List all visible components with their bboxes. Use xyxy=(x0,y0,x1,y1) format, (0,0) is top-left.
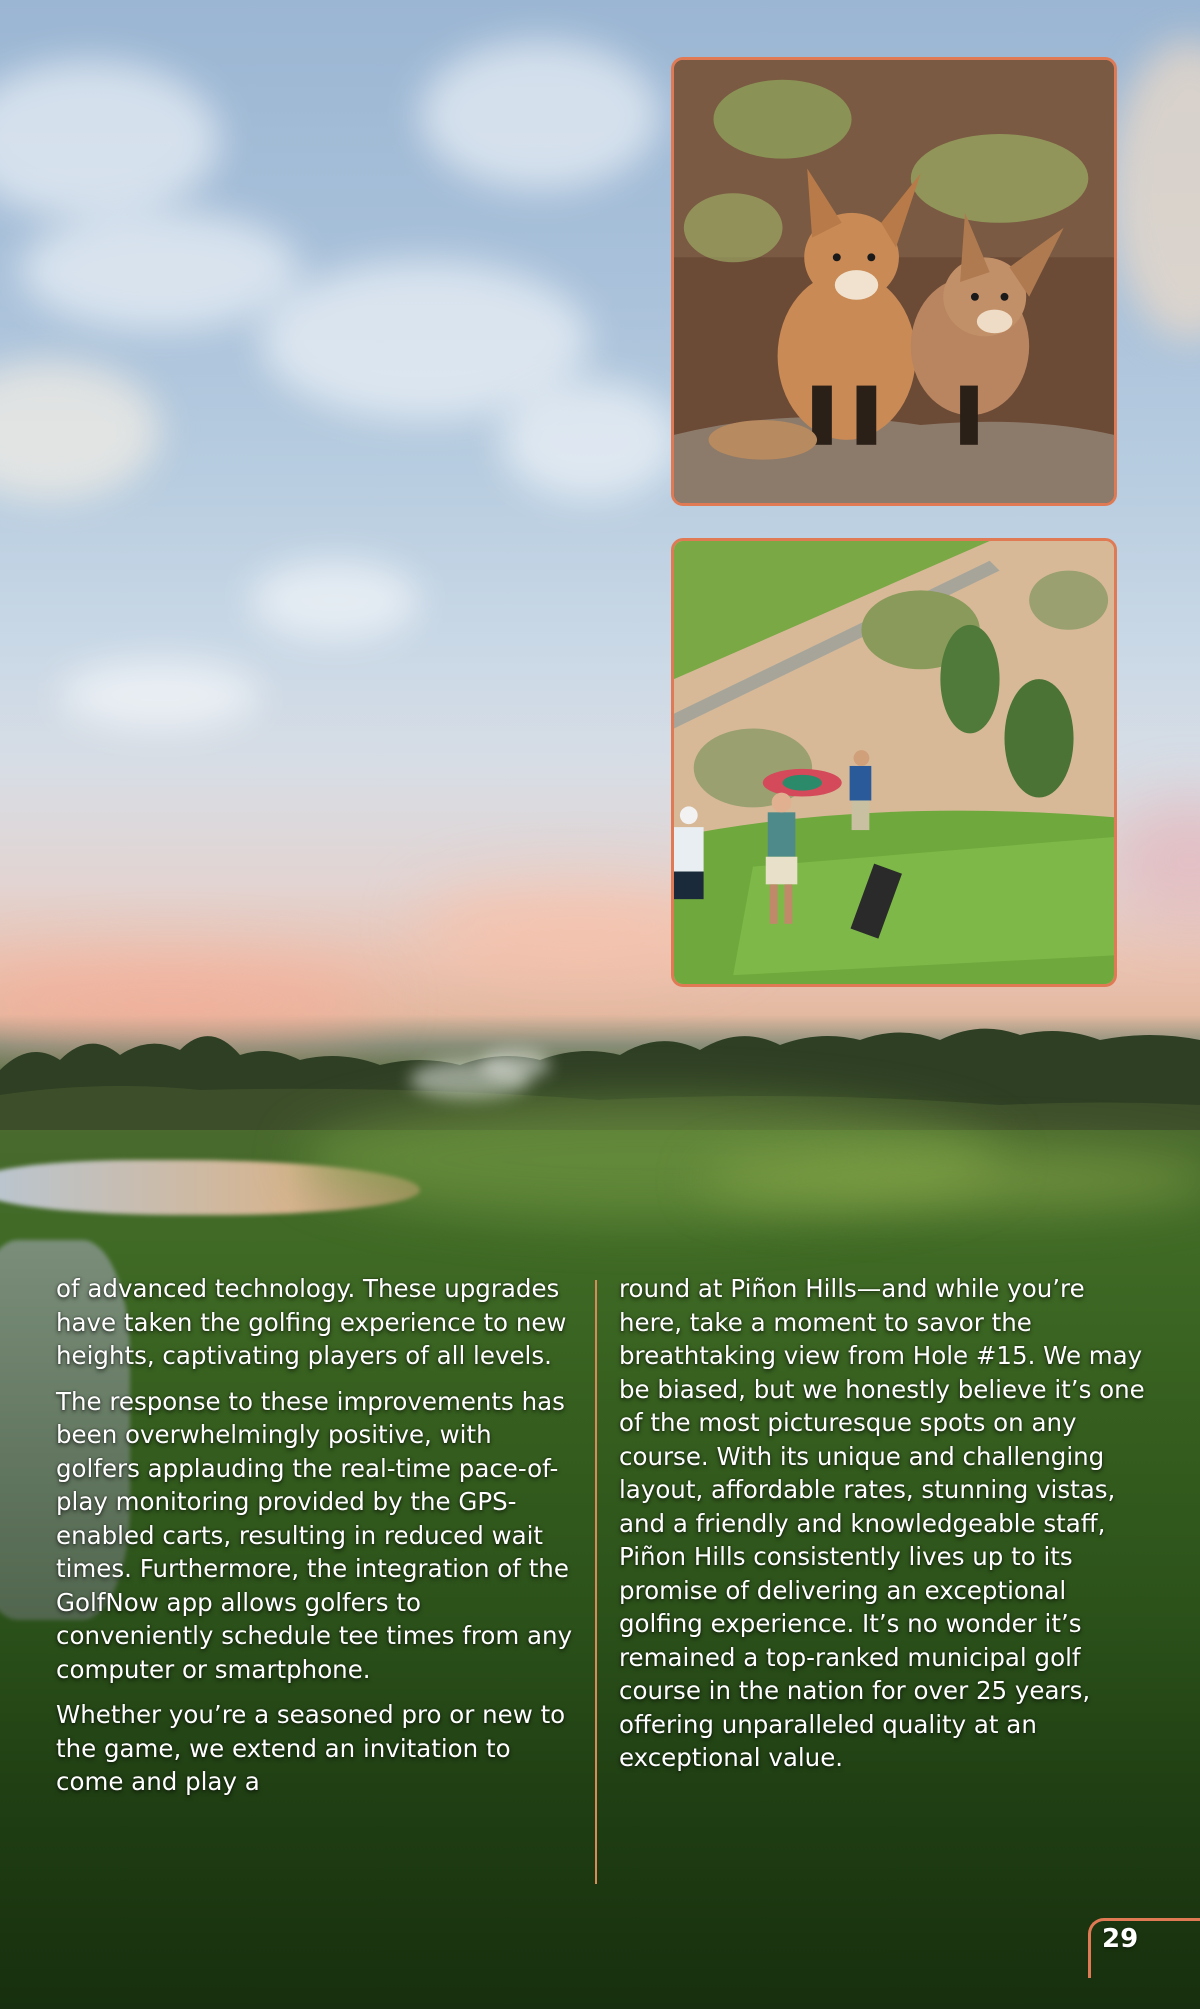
article-column-right xyxy=(619,1272,1149,1787)
page-number: 29 xyxy=(1102,1924,1139,1954)
golfers-tee-photo xyxy=(671,538,1117,987)
fox-kits-photo xyxy=(671,57,1117,506)
fox-icon xyxy=(674,60,1114,503)
paragraph: The response to these improvements has been overwhelmingly positive, with golfers applauding the real-time pace-of-play monitoring provided by the GPS-enabled carts, resulting in reduced wait times. Furthermore, the integration of the GolfNow app allows golfers to conveniently schedule tee times from any computer or smartphone. xyxy=(56,1386,573,1684)
column-divider xyxy=(595,1280,597,1884)
golfer-icon xyxy=(674,541,1114,984)
article-column-left xyxy=(56,1272,576,1811)
paragraph: of advanced technology. These upgrades have taken the golfing experience to new heights, captivating players of all levels. xyxy=(56,1274,567,1370)
paragraph: Whether you’re a seasoned pro or new to the game, we extend an invitation to come and play a xyxy=(56,1700,566,1796)
paragraph: round at Piñon Hills—and while you’re here, take a moment to savor the breathtaking view from Hole #15. We may be biased, but we honestly believe it’s one of the most picturesque spots on any course. With its unique and challenging layout, affordable rates, stunning vistas, and a friendly and knowledgeable staff, Piñon Hills consistently lives up to its promise of delivering an exceptional golfing experience. It’s no wonder it’s remained a top-ranked municipal golf course in the nation for over 25 years, offering unparalleled quality at an exceptional value. xyxy=(619,1274,1145,1772)
